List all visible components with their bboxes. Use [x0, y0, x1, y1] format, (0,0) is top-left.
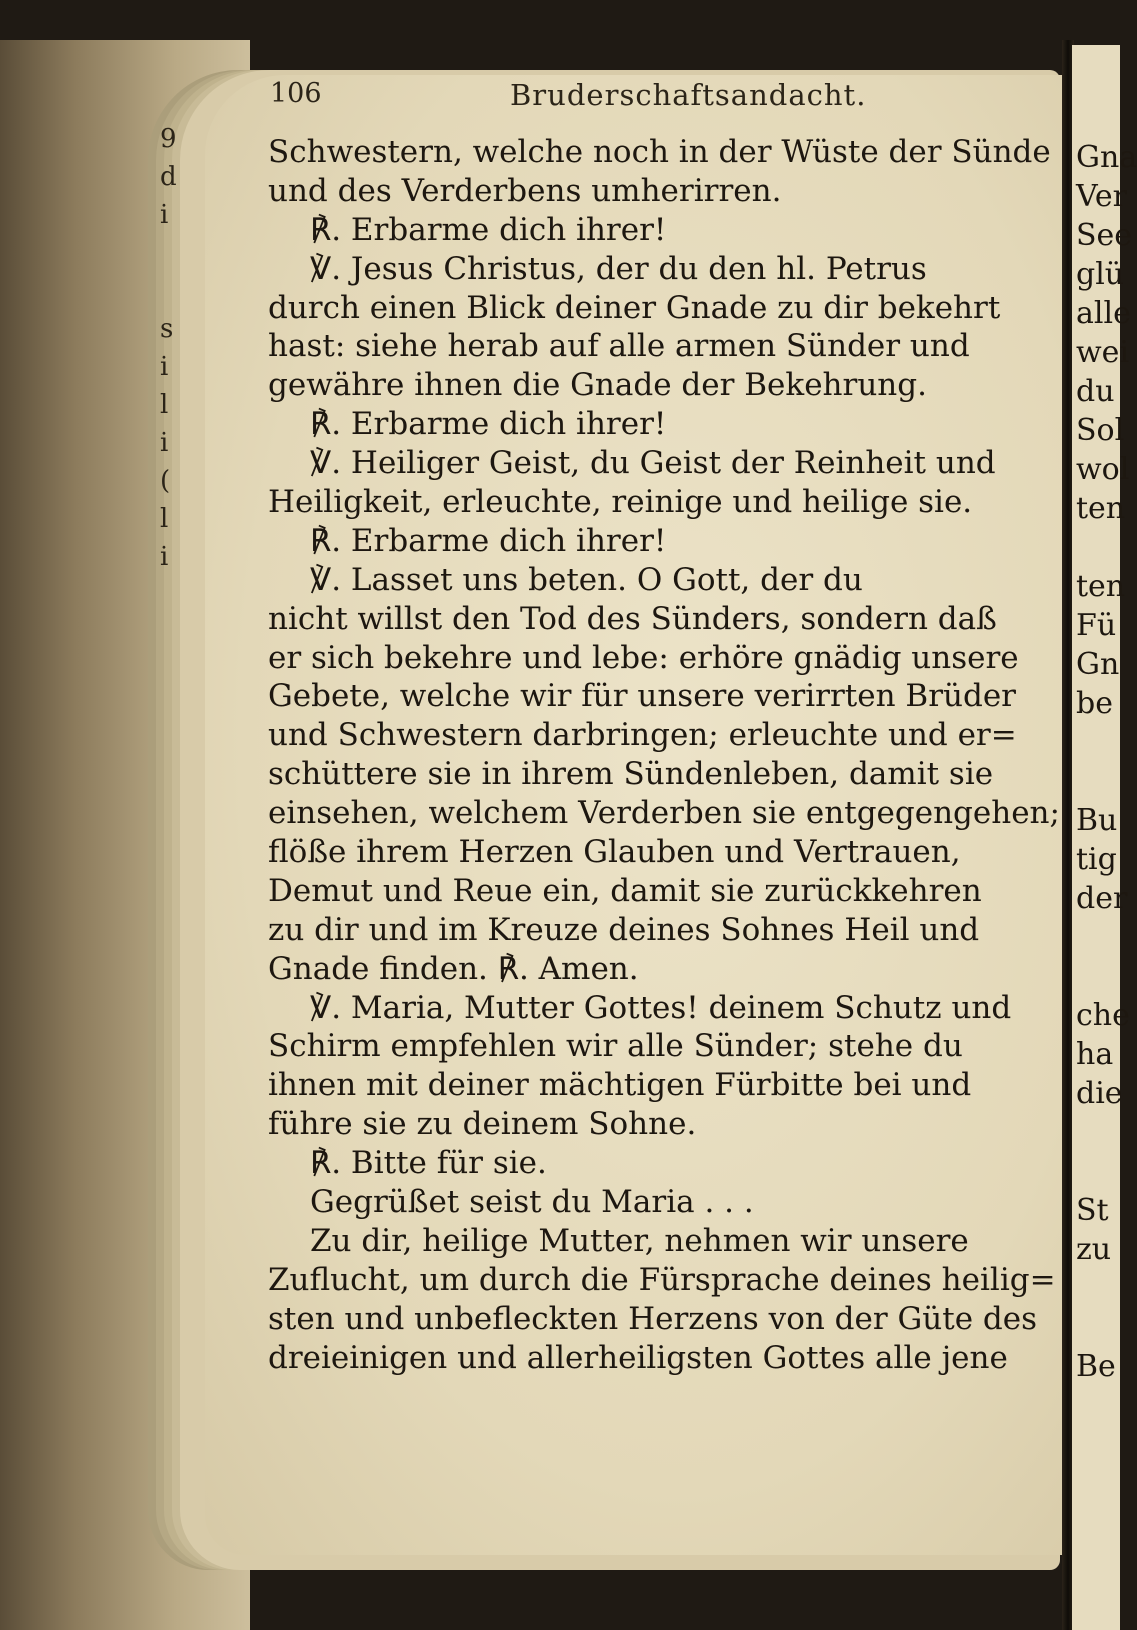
previous-page-fragment: 9	[160, 124, 177, 154]
text-line: ℟. Erbarme dich ihrer!	[310, 211, 667, 248]
text-line: Gnade finden. ℟. Amen.	[268, 950, 639, 987]
previous-page-fragment	[160, 234, 182, 272]
text-line: hast: siehe herab auf alle armen Sünder und	[268, 328, 970, 365]
next-page-fragment: glü	[1076, 257, 1125, 292]
text-line: ℣. Maria, Mutter Gottes! deinem Schutz und	[310, 989, 1012, 1026]
next-page-fragment: St	[1076, 1193, 1109, 1228]
previous-page-fragment: d	[160, 162, 177, 192]
text-line: Heiligkeit, erleuchte, reinige und heilige sie.	[268, 484, 973, 521]
next-page-fragment	[1076, 1269, 1120, 1308]
text-line: schüttere sie in ihrem Sündenleben, damit sie	[268, 756, 994, 793]
next-page-fragment: Fü	[1076, 608, 1117, 643]
previous-page-fragment: l	[160, 504, 169, 534]
text-line: sten und unbefleckten Herzens von der Güte des	[268, 1300, 1038, 1337]
text-line: einsehen, welchem Verderben sie entgegengehen;	[268, 795, 1060, 832]
next-page-fragment: che	[1076, 998, 1130, 1033]
text-line: Zuflucht, um durch die Fürsprache deines heilig=	[268, 1261, 1056, 1298]
running-title: Bruderschaftsandacht.	[510, 78, 867, 112]
text-line: und des Verderbens umherirren.	[268, 172, 782, 209]
next-page-fragments	[1076, 138, 1137, 1386]
text-line: zu dir und im Kreuze deines Sohnes Heil und	[268, 911, 980, 948]
next-page-fragment: alle	[1076, 296, 1131, 331]
text-line: ℣. Lasset uns beten. O Gott, der du	[310, 561, 863, 598]
page-header	[270, 78, 1030, 122]
next-page-fragment: der	[1076, 881, 1128, 916]
previous-page-fragment: i	[160, 200, 169, 230]
text-line: ihnen mit deiner mächtigen Fürbitte bei und	[268, 1067, 972, 1104]
text-line: Schirm empfehlen wir alle Sünder; stehe du	[268, 1028, 963, 1065]
text-line: ℣. Jesus Christus, der du den hl. Petrus	[310, 250, 927, 287]
previous-page-fragment	[160, 272, 182, 310]
text-line: er sich bekehre und lebe: erhöre gnädig unsere	[268, 639, 1019, 676]
body-text	[268, 133, 1060, 1378]
next-page-fragment	[1076, 528, 1120, 567]
text-line: Schwestern, welche noch in der Wüste der Sünde	[268, 134, 1051, 170]
text-line: führe sie zu deinem Sohne.	[268, 1106, 697, 1143]
next-page-fragment: tig	[1076, 842, 1117, 877]
previous-page-fragment: i	[160, 428, 169, 458]
next-page-fragment	[1076, 1152, 1120, 1191]
text-line: ℟. Bitte für sie.	[310, 1145, 547, 1182]
text-line: flöße ihrem Herzen Glauben und Vertrauen,	[268, 834, 961, 871]
next-page-fragment: Gn	[1076, 647, 1120, 682]
text-line: ℣. Heiliger Geist, du Geist der Reinheit und	[310, 445, 996, 482]
next-page-fragment: Gna	[1076, 140, 1137, 175]
text-line: Gegrüßet seist du Maria . . .	[310, 1184, 754, 1221]
next-page-fragment: ten	[1076, 491, 1126, 526]
next-page-fragment: ten	[1076, 569, 1126, 604]
previous-page-fragment: l	[160, 390, 169, 420]
next-page-fragment	[1076, 918, 1120, 957]
text-line: Demut und Reue ein, damit sie zurückkehren	[268, 872, 982, 909]
previous-page-fragment: i	[160, 542, 169, 572]
next-page-fragment: Sol	[1076, 413, 1125, 448]
text-line: ℟. Erbarme dich ihrer!	[310, 406, 667, 443]
next-page-fragment	[1076, 723, 1120, 762]
text-line: Gebete, welche wir für unsere verirrten Brüder	[268, 678, 1016, 715]
next-page-fragment: du	[1076, 374, 1115, 409]
next-page-fragment	[1076, 1113, 1120, 1152]
next-page-fragment: See	[1076, 218, 1133, 253]
next-page-fragment: Bu	[1076, 803, 1118, 838]
text-line: ℟. Erbarme dich ihrer!	[310, 522, 667, 559]
text-line: dreieinigen und allerheiligsten Gottes alle jene	[268, 1339, 1008, 1376]
text-line: durch einen Blick deiner Gnade zu dir bekehrt	[268, 289, 1001, 326]
next-page-fragment: ha	[1076, 1037, 1114, 1072]
next-page-fragment: wei	[1076, 335, 1130, 370]
previous-page-fragment: (	[160, 466, 171, 496]
next-page-fragment: be	[1076, 686, 1113, 721]
next-page-fragment: wol	[1076, 452, 1130, 487]
previous-page-fragments	[160, 120, 182, 576]
next-page-fragment	[1076, 957, 1120, 996]
next-page-fragment: Be	[1076, 1349, 1116, 1384]
next-page-fragment	[1076, 1308, 1120, 1347]
text-line: nicht willst den Tod des Sünders, sondern daß	[268, 600, 997, 637]
text-line: und Schwestern darbringen; erleuchte und er=	[268, 717, 1017, 754]
previous-page-fragment: i	[160, 352, 169, 382]
next-page-fragment: Ver	[1076, 179, 1128, 214]
text-line: Zu dir, heilige Mutter, nehmen wir unsere	[310, 1222, 969, 1259]
next-page-fragment: zu	[1076, 1232, 1112, 1267]
text-line: gewähre ihnen die Gnade der Bekehrung.	[268, 367, 927, 404]
previous-page-fragment: s	[160, 314, 174, 344]
next-page-fragment: die	[1076, 1076, 1123, 1111]
page-number: 106	[270, 78, 322, 109]
next-page-fragment	[1076, 762, 1120, 801]
